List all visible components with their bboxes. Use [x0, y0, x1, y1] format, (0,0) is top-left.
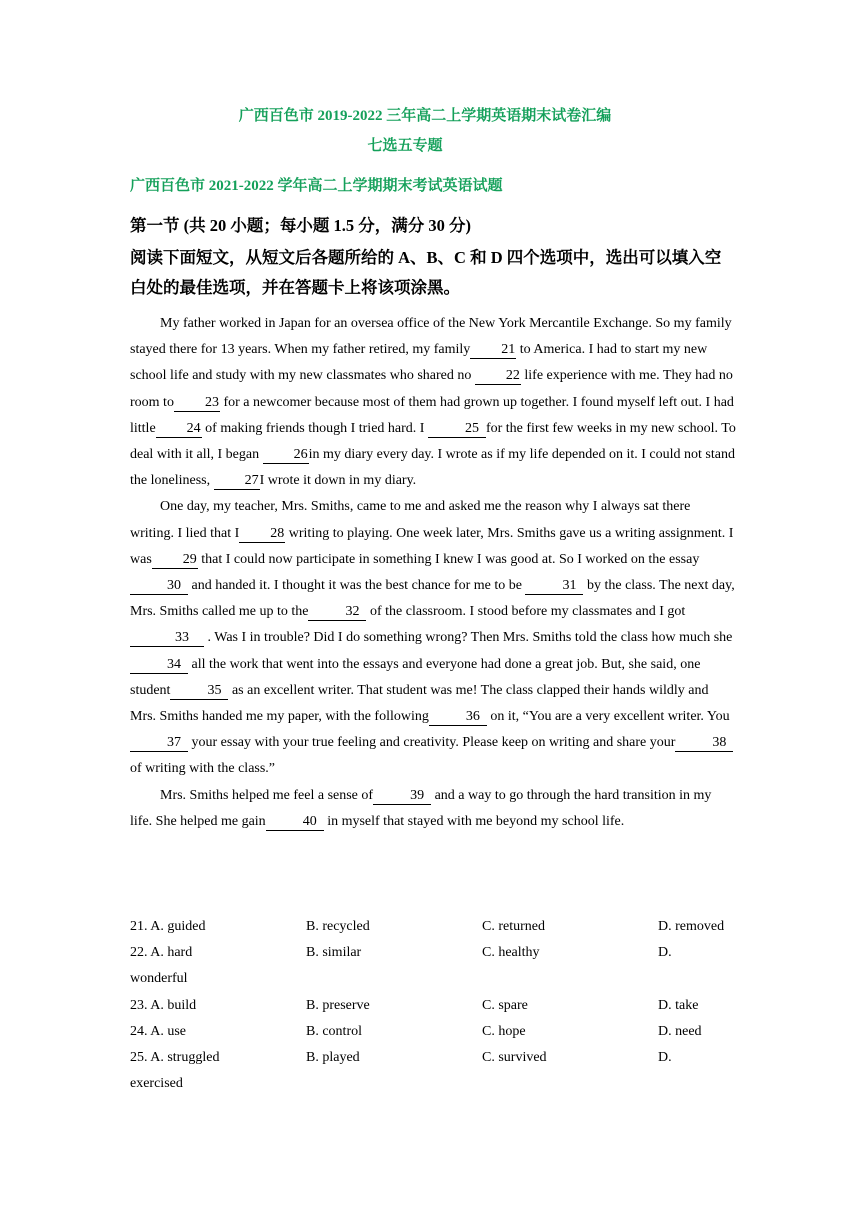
- passage-text: to America. I had to start my new school life and study with my new classmates who shared no: [130, 342, 708, 384]
- option-b: B. preserve: [306, 997, 370, 1013]
- blank-31: 31: [525, 578, 583, 595]
- option-c: C. survived: [482, 1049, 547, 1065]
- passage-text: writing to playing. One week later, Mrs. Smiths gave us a writing assignment. I was: [130, 525, 734, 567]
- option-row-23: [130, 993, 736, 1019]
- passage-text: One day, my teacher, Mrs. Smiths, came to me and asked me the reason why I always sat there writing. I lied that I: [130, 499, 691, 541]
- option-d: D. need: [658, 1023, 702, 1039]
- passage-text: by the class. The next day, Mrs. Smiths called me up to the: [130, 578, 735, 620]
- option-d: D.: [658, 1049, 672, 1065]
- option-c: C. healthy: [482, 945, 540, 961]
- passage-paragraph-2: [130, 494, 736, 782]
- option-row-22: [130, 940, 736, 992]
- passage-text: for the first few weeks in my new school. To deal with it all, I began: [130, 420, 736, 463]
- blank-23: 23: [174, 395, 220, 412]
- option-row-24: [130, 1019, 736, 1045]
- document-topic: 七选五专题: [367, 138, 443, 154]
- blank-39: 39: [373, 788, 431, 805]
- option-d: D. removed: [658, 919, 725, 934]
- exam-source-title: 广西百色市 2021-2022 学年高二上学期期末考试英语试题: [130, 178, 503, 194]
- passage-text: I wrote it down in my diary.: [259, 473, 417, 489]
- blank-24: 24: [156, 421, 202, 438]
- option-a: 23. A. build: [130, 997, 197, 1013]
- option-d: D.: [658, 945, 672, 961]
- option-a: 25. A. struggled: [130, 1049, 220, 1065]
- blank-35: 35: [170, 683, 228, 700]
- passage-text: . Was I in trouble? Did I do something wrong? Then Mrs. Smiths told the class how much she: [204, 630, 733, 646]
- option-a: 21. A. guided: [130, 919, 206, 934]
- passage-text: and a way to go through the hard transition in my life. She helped me gain: [130, 787, 712, 829]
- passage-text: as an excellent writer. That student was me! The class clapped their hands wildly and Mrs. Smiths handed me my paper, with the following: [130, 682, 709, 725]
- answer-options: [130, 914, 736, 1097]
- reading-passage: [130, 311, 736, 835]
- passage-text: Mrs. Smiths helped me feel a sense of: [160, 787, 374, 803]
- blank-26: 26: [263, 447, 309, 464]
- passage-text: of writing with the class.”: [130, 761, 276, 777]
- option-b: B. played: [306, 1049, 360, 1065]
- blank-34: 34: [130, 657, 188, 674]
- passage-paragraph-1: [130, 311, 736, 494]
- passage-text: all the work that went into the essays and everyone had done a great job. But, she said, one student: [130, 656, 701, 698]
- blank-22: 22: [475, 368, 521, 385]
- section-heading: 第一节 (共 20 小题；每小题 1.5 分，满分 30 分): [130, 216, 471, 235]
- section-instruction: 阅读下面短文，从短文后各题所给的 A、B、C 和 D 四个选项中，选出可以填入空白处的最佳选项，并在答题卡上将该项涂黑。: [130, 248, 722, 297]
- option-c: C. hope: [482, 1023, 526, 1039]
- option-d: D. take: [658, 997, 699, 1013]
- blank-29: 29: [152, 552, 198, 569]
- passage-text: of the classroom. I stood before my classmates and I got: [366, 604, 686, 620]
- blank-32: 32: [308, 604, 366, 621]
- passage-paragraph-3: [130, 783, 736, 835]
- option-d-wrapped-text: exercised: [130, 1076, 183, 1092]
- passage-text: on it, “You are a very excellent writer. You: [486, 709, 730, 725]
- passage-text: My father worked in Japan for an oversea office of the New York Mercantile Exchange. So my family stayed there for 13 years. When my father retired, my family: [130, 316, 732, 358]
- option-a: 22. A. hard: [130, 945, 193, 961]
- option-c: C. returned: [482, 919, 545, 934]
- blank-27: 27: [214, 473, 260, 490]
- option-b: B. recycled: [306, 919, 370, 934]
- passage-text: in my diary every day. I wrote as if my life depended on it. I could not stand the loneliness,: [130, 447, 735, 489]
- option-b: B. control: [306, 1023, 362, 1039]
- blank-30: 30: [130, 578, 188, 595]
- blank-33: 33: [130, 630, 204, 647]
- option-b: B. similar: [306, 945, 362, 961]
- passage-text: and handed it. I thought it was the best chance for me to be: [188, 578, 526, 594]
- blank-36: 36: [429, 709, 487, 726]
- blank-21: 21: [470, 342, 516, 359]
- document-title: 广西百色市 2019-2022 三年高二上学期英语期末试卷汇编: [238, 108, 612, 124]
- passage-text: life experience with me. They had no room to: [130, 368, 733, 410]
- passage-text: that I could now participate in something I knew I was good at. So I worked on the essay: [197, 551, 700, 567]
- passage-text: your essay with your true feeling and creativity. Please keep on writing and share your: [188, 735, 676, 751]
- blank-40: 40: [266, 814, 324, 831]
- passage-text: for a newcomer because most of them had grown up together. I found myself left out. I had little: [130, 394, 734, 436]
- passage-text: of making friends though I tried hard. I: [201, 420, 428, 436]
- blank-37: 37: [130, 735, 188, 752]
- option-c: C. spare: [482, 997, 528, 1013]
- option-row-25: [130, 1045, 736, 1097]
- option-d-wrapped-text: wonderful: [130, 971, 188, 987]
- passage-text: in myself that stayed with me beyond my school life.: [323, 813, 625, 829]
- blank-28: 28: [239, 526, 285, 543]
- option-a: 24. A. use: [130, 1023, 186, 1039]
- blank-25: 25: [428, 421, 486, 438]
- option-row-21: [130, 914, 736, 940]
- blank-38: 38: [675, 735, 733, 752]
